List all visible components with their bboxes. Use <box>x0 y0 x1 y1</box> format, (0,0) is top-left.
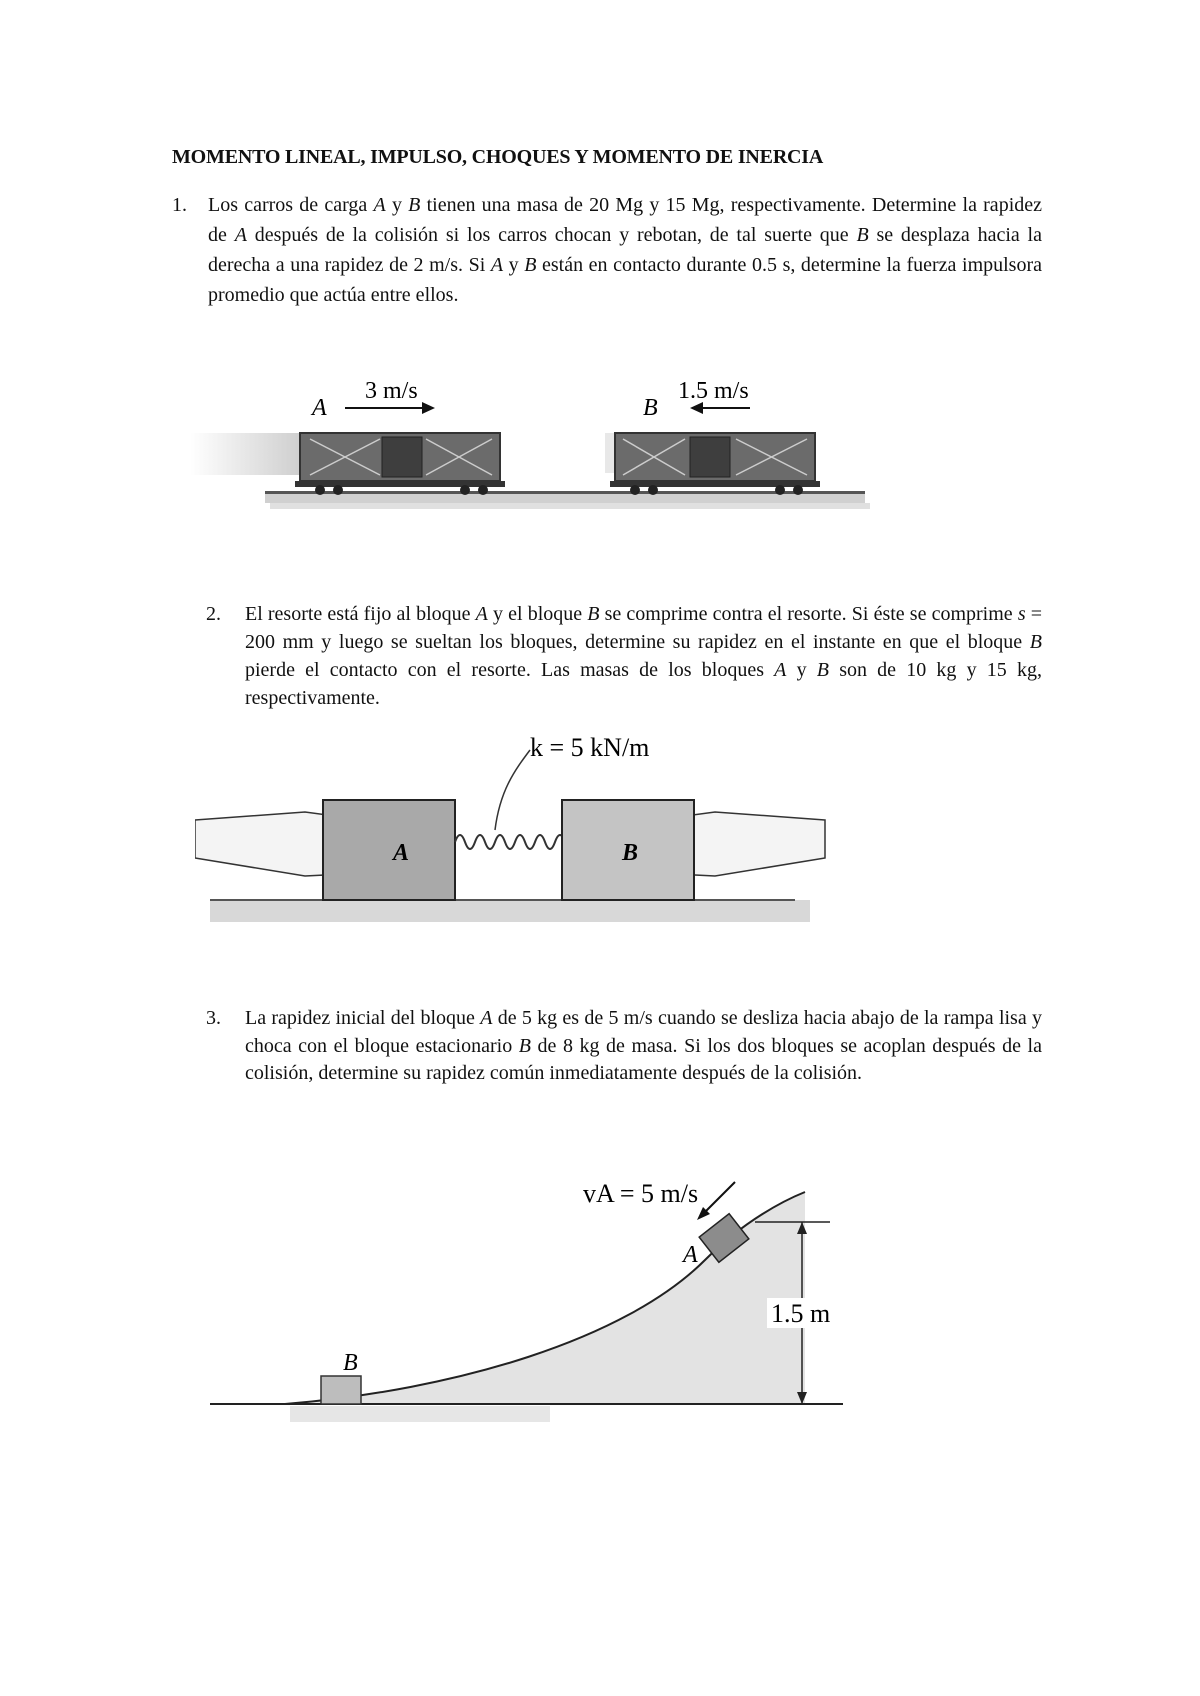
figure-ramp <box>205 1170 855 1430</box>
problem-number: 2. <box>206 603 221 625</box>
label-b: B <box>643 395 658 421</box>
svg-text:A: A <box>683 1242 698 1268</box>
freight-car-b <box>610 433 820 495</box>
speed-b-label: 1.5 m/s <box>678 378 749 404</box>
problem-text: El resorte está fijo al bloque A y el bloque B se comprime contra el resorte. Si éste se comprime s = 200 mm y luego se sueltan los bloques, determine su rapidez en el instante en que el bloque B pierde el contacto con el resorte. Las masas de los bloques A y B son de 10 kg y 15 kg, respectivamente. <box>245 603 1043 709</box>
problem-number: 1. <box>172 194 187 216</box>
speed-a-label: 3 m/s <box>365 378 418 404</box>
svg-text:B: B <box>622 840 639 866</box>
problem-text: La rapidez inicial del bloque A de 5 kg es de 5 m/s cuando se desliza hacia abajo de la rampa lisa y choca con el bloque estacionario B de 8 kg de masa. Si los dos bloques se acoplan después de la colisión, determine su rapidez común inmediatamente después de la colisión. <box>245 1007 1042 1084</box>
block-b <box>321 1350 361 1404</box>
floor <box>210 900 810 922</box>
figure-spring-blocks <box>195 730 835 930</box>
rail-track <box>265 493 865 503</box>
label-a: A <box>312 395 327 421</box>
block-b <box>562 800 694 900</box>
problem-number: 3. <box>206 1007 221 1029</box>
svg-text:B: B <box>343 1350 358 1376</box>
figure-freight-cars <box>170 365 890 535</box>
velocity-label: vA = 5 m/s <box>583 1179 699 1208</box>
freight-car-a <box>295 433 505 495</box>
svg-text:1.5 m: 1.5 m <box>771 1299 831 1328</box>
problem-1 <box>172 190 1042 310</box>
block-a <box>323 800 455 900</box>
motion-blur <box>190 433 300 475</box>
svg-text:A: A <box>393 840 410 866</box>
document-title: MOMENTO LINEAL, IMPULSO, CHOQUES Y MOMENTO DE INERCIA <box>172 146 824 168</box>
spring-constant-label: k = 5 kN/m <box>530 733 650 762</box>
problem-2 <box>206 600 1042 712</box>
problem-3 <box>206 1005 1042 1088</box>
problem-text: Los carros de carga A y B tienen una masa de 20 Mg y 15 Mg, respectivamente. Determine la rapidez de A después de la colisión si los carros chocan y rebotan, de tal suerte que B se desplaza hacia la derecha a una rapidez de 2 m/s. Si A y B están en contacto durante 0.5 s, determine la fuerza impulsora promedio que actúa entre ellos. <box>208 194 1043 306</box>
